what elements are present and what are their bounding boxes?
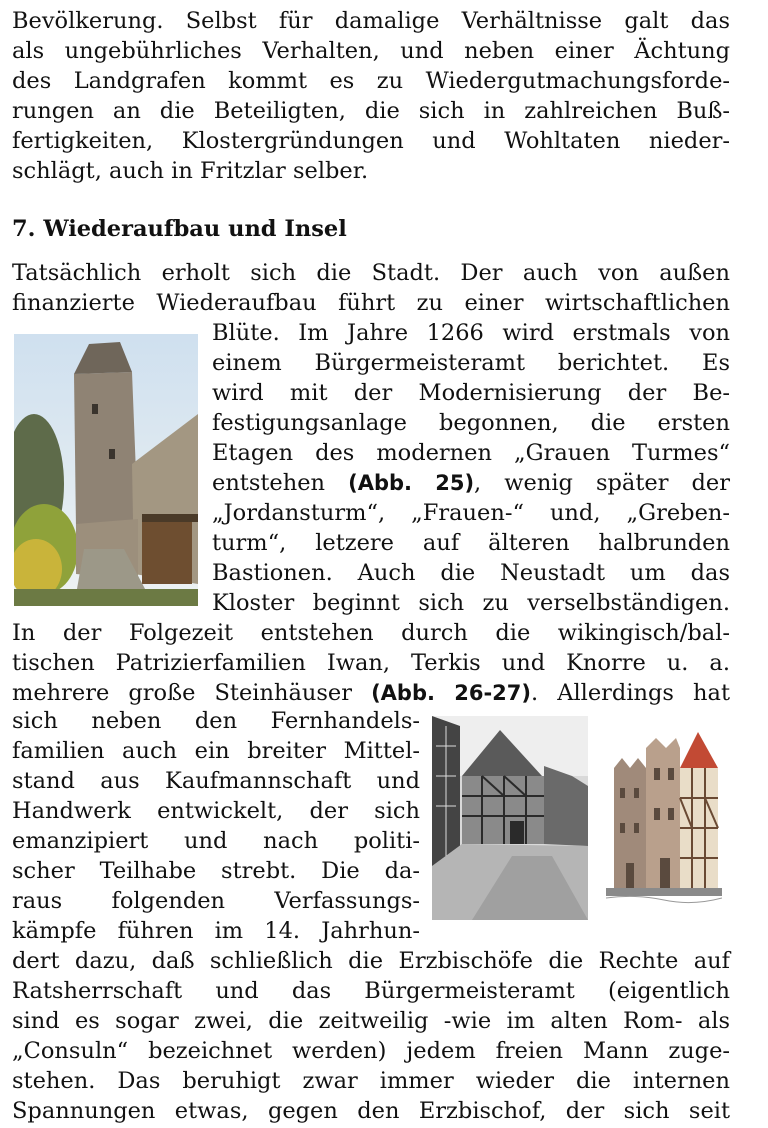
text-line: Bastionen. Auch die Neustadt um das	[212, 560, 730, 586]
text-line: finanzierte Wiederaufbau führt zu einer wirtschaftlichen	[12, 290, 730, 316]
figure-reference-abb-25: (Abb. 25)	[348, 471, 475, 495]
text-line: tischen Patrizierfamilien Iwan, Terkis und Knorre u. a.	[12, 650, 730, 676]
section-heading: 7. Wiederaufbau und Insel	[12, 216, 347, 242]
text-line: raus folgenden Verfassungs-	[12, 888, 420, 914]
text-line: Tatsächlich erholt sich die Stadt. Der auch von außen	[12, 260, 730, 286]
text-line: des Landgrafen kommt es zu Wiedergutmachungsforde-	[12, 68, 730, 94]
text-line: Bevölkerung. Selbst für damalige Verhältnisse galt das	[12, 8, 730, 34]
text-line: Kloster beginnt sich zu verselbständigen.	[212, 590, 730, 616]
text-line-with-figure-ref	[12, 678, 730, 708]
text-fragment: . Allerdings hat	[530, 680, 731, 706]
text-fragment: mehrere große Steinhäuser	[12, 680, 372, 706]
text-line: sind es sogar zwei, die zeitweilig -wie im alten Rom- als	[12, 1008, 730, 1034]
steinhaus-street-photo	[432, 716, 588, 920]
text-line: Etagen des modernen „Grauen Turmes“	[212, 440, 730, 466]
text-line: fertigkeiten, Klostergründungen und Wohltaten nieder-	[12, 128, 730, 154]
text-line: kämpfe führen im 14. Jahrhun-	[12, 918, 420, 944]
text-line: In der Folgezeit entstehen durch die wikingisch/bal-	[12, 620, 730, 646]
text-line: Spannungen etwas, gegen den Erzbischof, der sich seit	[12, 1098, 730, 1124]
figure-reference-abb-26-27: (Abb. 26-27)	[371, 681, 531, 705]
text-line: festigungsanlage begonnen, die ersten	[212, 410, 730, 436]
text-line: turm“, letzere auf älteren halbrunden	[212, 530, 730, 556]
grauer-turm-photo	[14, 334, 198, 606]
text-fragment: , wenig später der	[474, 470, 730, 496]
text-line: scher Teilhabe strebt. Die da-	[12, 858, 420, 884]
text-line: familien auch ein breiter Mittel-	[12, 738, 420, 764]
steinhaus-drawing	[606, 728, 722, 908]
text-line: „Consuln“ bezeichnet werden) jedem freien Mann zuge-	[12, 1038, 730, 1064]
text-line: emanzipiert und nach politi-	[12, 828, 420, 854]
text-line: „Jordansturm“, „Frauen-“ und, „Greben-	[212, 500, 730, 526]
text-line: wird mit der Modernisierung der Be-	[212, 380, 730, 406]
text-line: sich neben den Fernhandels-	[12, 708, 420, 734]
text-line: Blüte. Im Jahre 1266 wird erstmals von	[212, 320, 730, 346]
text-fragment: entstehen	[212, 470, 349, 496]
text-line: einem Bürgermeisteramt berichtet. Es	[212, 350, 730, 376]
text-line: rungen an die Beteiligten, die sich in zahlreichen Buß-	[12, 98, 730, 124]
text-line: schlägt, auch in Fritzlar selber.	[12, 158, 369, 184]
text-line: stand aus Kaufmannschaft und	[12, 768, 420, 794]
text-line: Handwerk entwickelt, der sich	[12, 798, 420, 824]
text-line: Ratsherrschaft und das Bürgermeisteramt (eigentlich	[12, 978, 730, 1004]
text-line: dert dazu, daß schließlich die Erzbischöfe die Rechte auf	[12, 948, 730, 974]
text-line: als ungebührliches Verhalten, und neben einer Ächtung	[12, 38, 730, 64]
text-line: stehen. Das beruhigt zwar immer wieder die internen	[12, 1068, 730, 1094]
text-line-with-figure-ref	[212, 468, 730, 498]
